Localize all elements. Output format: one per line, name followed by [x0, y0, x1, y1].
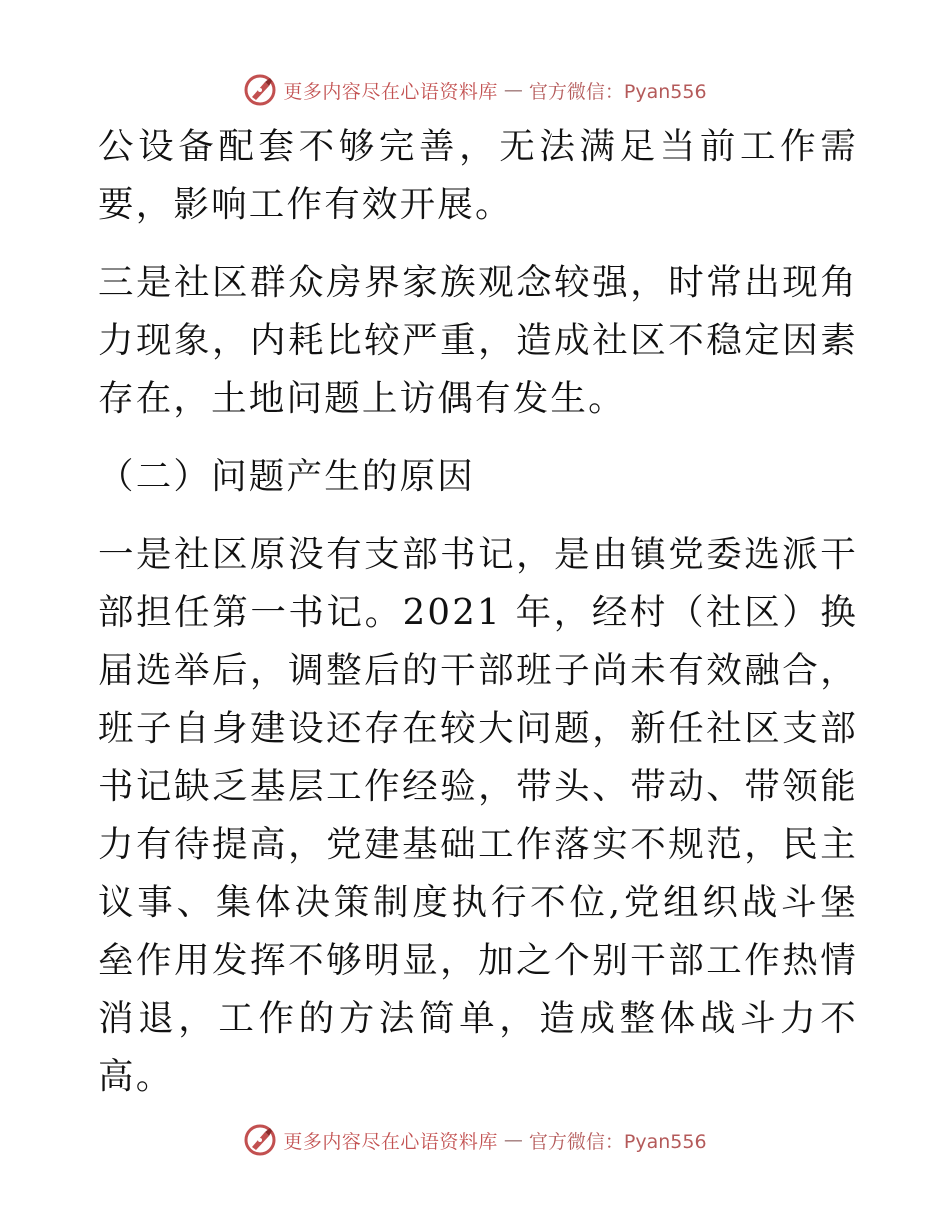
paragraph-point-three: 三是社区群众房界家族观念较强，时常出现角力现象，内耗比较严重，造成社区不稳定因素存在，土地问题上访偶有发生。 — [98, 262, 858, 419]
footer-banner-text: 更多内容尽在心语资料库 — [283, 1130, 498, 1153]
footer-watermark-banner — [0, 1122, 950, 1158]
pen-nib-logo-icon — [243, 73, 277, 107]
paragraph-continuation: 公设备配套不够完善，无法满足当前工作需要，影响工作有效开展。 — [98, 126, 858, 225]
document-body — [98, 118, 858, 1106]
header-banner-separator: — — [503, 79, 523, 101]
footer-banner-separator: — — [503, 1129, 523, 1151]
paragraph-point-one: 一是社区原没有支部书记，是由镇党委选派干部担任第一书记。2021 年，经村（社区）换届选举后，调整后的干部班子尚未有效融合，班子自身建设还存在较大问题，新任社区支部书记缺乏基层工作经验，带头、带动、带领能力有待提高，党建基础工作落实不规范，民主议事、集体决策制度执行不位,党组织战斗堡垒作用发挥不够明显，加之个别干部工作热情消退，工作的方法简单，造成整体战斗力不高。 — [98, 534, 858, 1097]
section-heading-causes: （二）问题产生的原因 — [98, 456, 476, 497]
header-banner-wechat: 官方微信：Pyan556 — [528, 80, 707, 103]
header-banner-text: 更多内容尽在心语资料库 — [283, 80, 498, 103]
header-watermark-banner — [0, 72, 950, 108]
footer-banner-wechat: 官方微信：Pyan556 — [528, 1130, 707, 1153]
pen-nib-logo-icon — [243, 1123, 277, 1157]
